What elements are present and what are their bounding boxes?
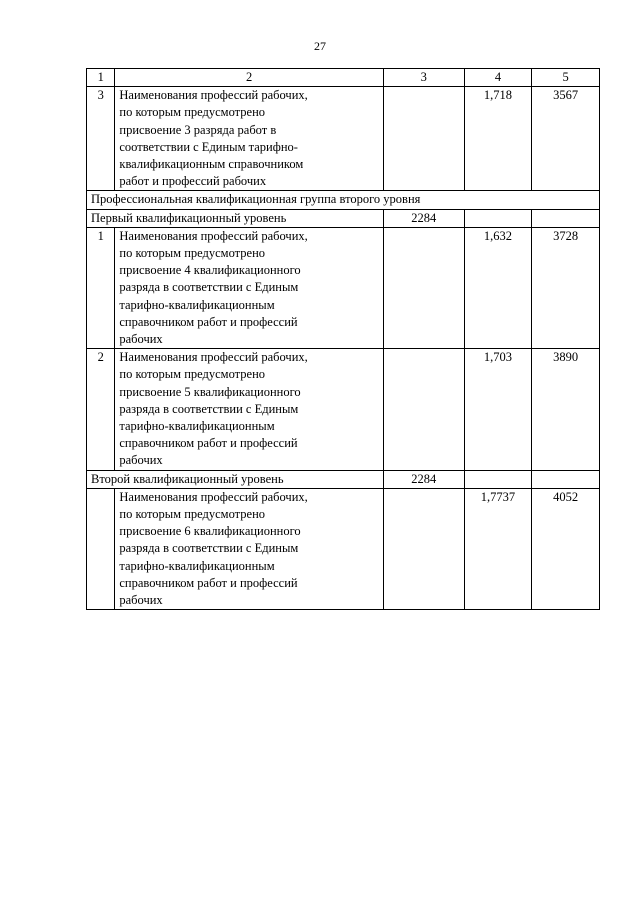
page-number: 27	[314, 39, 326, 53]
coefficient-cell: 1,7737	[464, 488, 532, 609]
table-header-row	[87, 69, 600, 87]
base-salary-cell: 2284	[383, 209, 464, 227]
table-row	[87, 488, 600, 609]
column-header: 1	[87, 69, 115, 87]
description-line: рабочих	[119, 593, 163, 608]
column-header: 4	[464, 69, 532, 87]
salary-cell: 3890	[532, 349, 600, 470]
description-line: Наименования профессий рабочих,	[119, 228, 308, 243]
qualification-group-row	[87, 191, 600, 209]
profession-description-cell	[115, 227, 384, 348]
profession-description-cell	[115, 349, 384, 470]
column-header: 2	[115, 69, 384, 87]
coefficient-cell: 1,718	[464, 87, 532, 191]
qualification-level-row	[87, 470, 600, 488]
salary-cell: 4052	[532, 488, 600, 609]
empty-cell	[464, 470, 532, 488]
empty-cell	[532, 470, 600, 488]
coefficient-cell: 1,632	[464, 227, 532, 348]
description-line: тарифно-квалификационным	[119, 297, 275, 312]
column-header: 5	[532, 69, 600, 87]
description-line: тарифно-квалификационным	[119, 419, 275, 434]
salary-cell: 3728	[532, 227, 600, 348]
description-line: соответствии с Единым тарифно-	[119, 139, 298, 154]
table-row	[87, 87, 600, 191]
description-line: присвоение 3 разряда работ в	[119, 122, 277, 137]
description-line: присвоение 5 квалификационного	[119, 384, 301, 399]
row-number-cell: 1	[87, 227, 115, 348]
description-line: присвоение 4 квалификационного	[119, 263, 301, 278]
description-line: Наименования профессий рабочих,	[119, 88, 308, 103]
qualification-group-label: Профессиональная квалификационная группа второго уровня	[87, 191, 600, 209]
base-salary-cell	[383, 488, 464, 609]
empty-cell	[464, 209, 532, 227]
description-line: справочником работ и профессий	[119, 436, 298, 451]
salary-table	[86, 68, 600, 610]
description-line: разряда в соответствии с Единым	[119, 401, 299, 416]
row-number-cell: 3	[87, 87, 115, 191]
description-line: квалификационным справочником	[119, 157, 304, 172]
description-line: рабочих	[119, 453, 163, 468]
base-salary-cell	[383, 87, 464, 191]
column-header: 3	[383, 69, 464, 87]
description-line: по которым предусмотрено	[119, 367, 266, 382]
description-line: тарифно-квалификационным	[119, 558, 275, 573]
description-line: по которым предусмотрено	[119, 507, 266, 522]
salary-table-body	[87, 69, 600, 610]
qualification-level-label: Первый квалификационный уровень	[87, 209, 384, 227]
description-line: работ и профессий рабочих	[119, 174, 267, 189]
empty-cell	[532, 209, 600, 227]
base-salary-cell	[383, 227, 464, 348]
row-number-cell: 2	[87, 349, 115, 470]
description-line: по которым предусмотрено	[119, 246, 266, 261]
description-line: рабочих	[119, 332, 163, 347]
description-line: Наименования профессий рабочих,	[119, 489, 308, 504]
description-line: справочником работ и профессий	[119, 575, 298, 590]
description-line: разряда в соответствии с Единым	[119, 541, 299, 556]
table-row	[87, 349, 600, 470]
profession-description-cell	[115, 488, 384, 609]
description-line: Наименования профессий рабочих,	[119, 350, 308, 365]
coefficient-cell: 1,703	[464, 349, 532, 470]
row-number-cell	[87, 488, 115, 609]
salary-cell: 3567	[532, 87, 600, 191]
table-row	[87, 227, 600, 348]
profession-description-cell	[115, 87, 384, 191]
description-line: по которым предусмотрено	[119, 105, 266, 120]
qualification-level-label: Второй квалификационный уровень	[87, 470, 384, 488]
description-line: присвоение 6 квалификационного	[119, 524, 301, 539]
description-line: справочником работ и профессий	[119, 314, 298, 329]
description-line: разряда в соответствии с Единым	[119, 280, 299, 295]
base-salary-cell: 2284	[383, 470, 464, 488]
qualification-level-row	[87, 209, 600, 227]
base-salary-cell	[383, 349, 464, 470]
